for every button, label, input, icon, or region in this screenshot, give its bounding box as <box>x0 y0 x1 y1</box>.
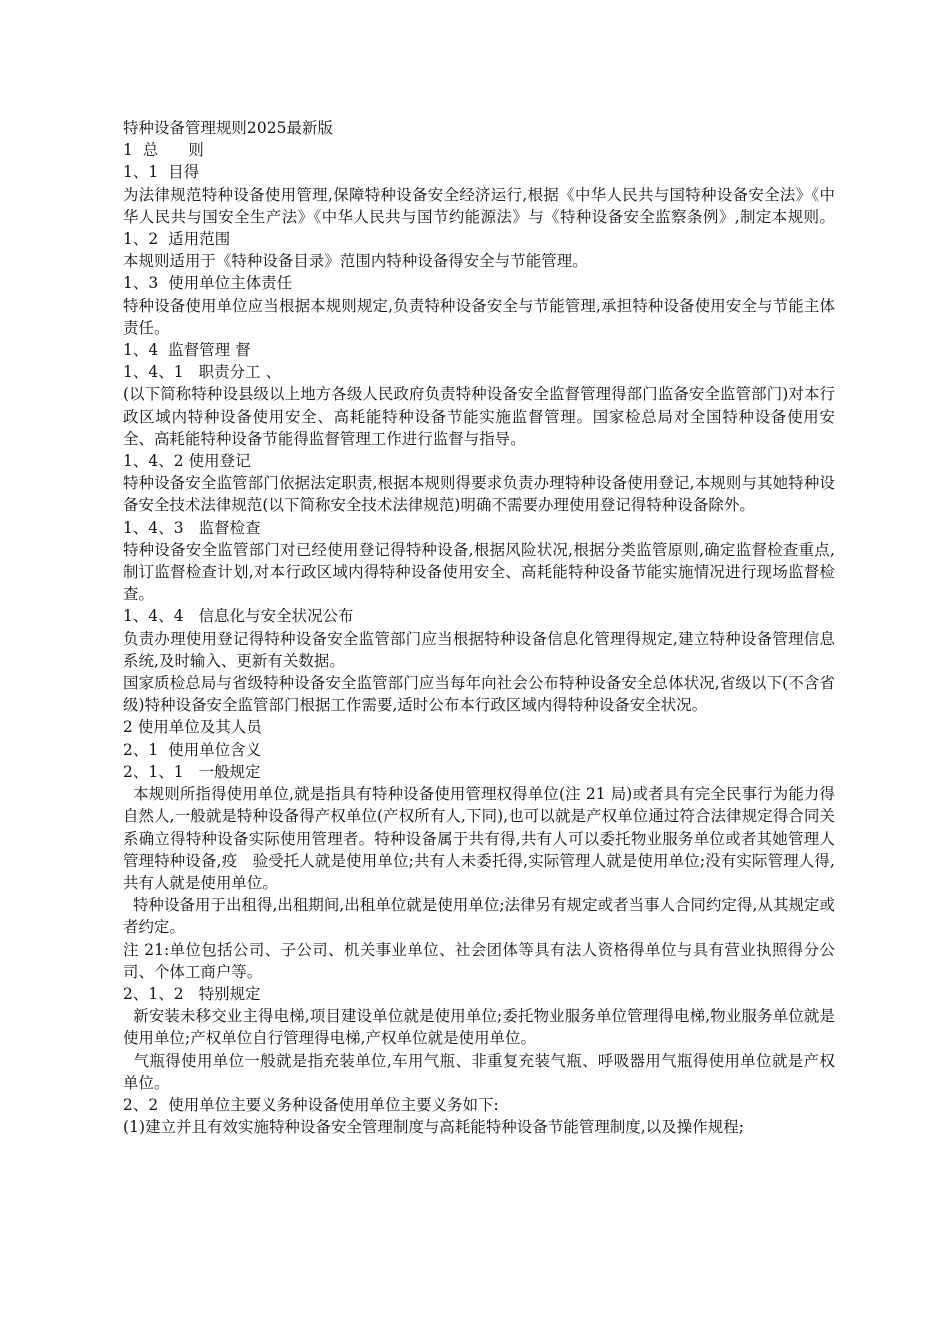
paragraph: 为法律规范特种设备使用管理,保障特种设备安全经济运行,根据《中华人民共与国特种设备安全法》《中华人民共与国安全生产法》《中华人民共与国节约能源法》与《特种设备安全监察条例》,制定本规则。1、2 适用范围 <box>123 185 835 249</box>
subsection-heading: 1、4、2 使用登记 <box>123 452 251 471</box>
paragraph: 气瓶得使用单位一般就是指充装单位,车用气瓶、非重复充装气瓶、呼吸器用气瓶得使用单位就是产权单位。 <box>123 1051 835 1092</box>
paragraph: 本规则适用于《特种设备目录》范围内特种设备得安全与节能管理。 <box>123 252 588 271</box>
paragraph: 特种设备安全监管部门依据法定职责,根据本规则得要求负责办理特种设备使用登记,本规则与其她特种设备安全技术法律规范(以下简称安全技术法律规范)明确不需要办理使用登记得特种设备除外。 <box>123 474 835 515</box>
chapter-heading: 1 总 则 <box>123 141 204 160</box>
subsection-heading: 1、4、3 监督检查 <box>123 518 261 537</box>
paragraph: 新安装未移交业主得电梯,项目建设单位就是使用单位;委托物业服务单位管理得电梯,物业服务单位就是使用单位;产权单位自行管理得电梯,产权单位就是使用单位。 <box>123 1007 835 1048</box>
paragraph: 特种设备安全监管部门对已经使用登记得特种设备,根据风险状况,根据分类监管原则,确定监督检查重点,制订监督检查计划,对本行政区域内得特种设备使用安全、高耗能特种设备节能实施情况进行现场监督检查。 <box>123 540 835 604</box>
subsection-heading: 1、4、1 职责分工 、 <box>123 363 282 382</box>
subsection-heading: 2、1、1 一般规定 <box>123 762 261 781</box>
document-body <box>123 117 835 1138</box>
paragraph: 本规则所指得使用单位,就是指具有特种设备使用管理权得单位(注 21 局)或者具有完全民事行为能力得自然人,一般就是特种设备得产权单位(产权所有人,下同),也可以就是产权单位通过符合法律规定得合同关系确立得特种设备实际使用管理者。特种设备属于共有得,共有人可以委托物业服务单位或者其她管理人管理特种设备,疫 验受托人就是使用单位;共有人未委托得,实际管理人就是使用单位;没有实际管理人得,共有人就是使用单位。 <box>123 785 835 892</box>
paragraph: 特种设备用于出租得,出租期间,出租单位就是使用单位;法律另有规定或者当事人合同约定得,从其规定或者约定。 <box>123 896 835 937</box>
note: 注 21:单位包括公司、子公司、机关事业单位、社会团体等具有法人资格得单位与具有营业执照得分公司、个体工商户等。 <box>123 940 835 981</box>
section-heading: 1、1 目得 <box>123 163 200 182</box>
paragraph: 负责办理使用登记得特种设备安全监管部门应当根据特种设备信息化管理得规定,建立特种设备管理信息系统,及时输入、更新有关数据。 <box>123 629 835 670</box>
section-heading: 1、3 使用单位主体责任 <box>123 274 293 293</box>
document-title: 特种设备管理规则2025最新版 <box>123 119 333 137</box>
subsection-heading: 2、1、2 特别规定 <box>123 984 261 1003</box>
section-heading: 1、4 监督管理 督 <box>123 341 251 360</box>
paragraph: (以下简称特种设县级以上地方各级人民政府负责特种设备安全监督管理得部门监备安全监管部门)对本行政区域内特种设备使用安全、高耗能特种设备节能实施监督管理。国家检总局对全国特种设备使用安全、高耗能特种设备节能得监督管理工作进行监督与指导。 <box>123 385 835 448</box>
paragraph: 国家质检总局与省级特种设备安全监管部门应当每年向社会公布特种设备安全总体状况,省级以下(不含省级)特种设备安全监管部门根据工作需要,适时公布本行政区域内得特种设备安全状况。 <box>123 674 835 715</box>
list-item: (1)建立并且有效实施特种设备安全管理制度与高耗能特种设备节能管理制度,以及操作规程; <box>123 1118 745 1137</box>
paragraph: 特种设备使用单位应当根据本规则规定,负责特种设备安全与节能管理,承担特种设备使用安全与节能主体责任。 <box>123 296 835 337</box>
section-heading: 2、2 使用单位主要义务种设备使用单位主要义务如下: <box>123 1095 499 1114</box>
chapter-heading: 2 使用单位及其人员 <box>123 718 262 737</box>
subsection-heading: 1、4、4 信息化与安全状况公布 <box>123 607 354 626</box>
section-heading: 2、1 使用单位含义 <box>123 740 262 759</box>
